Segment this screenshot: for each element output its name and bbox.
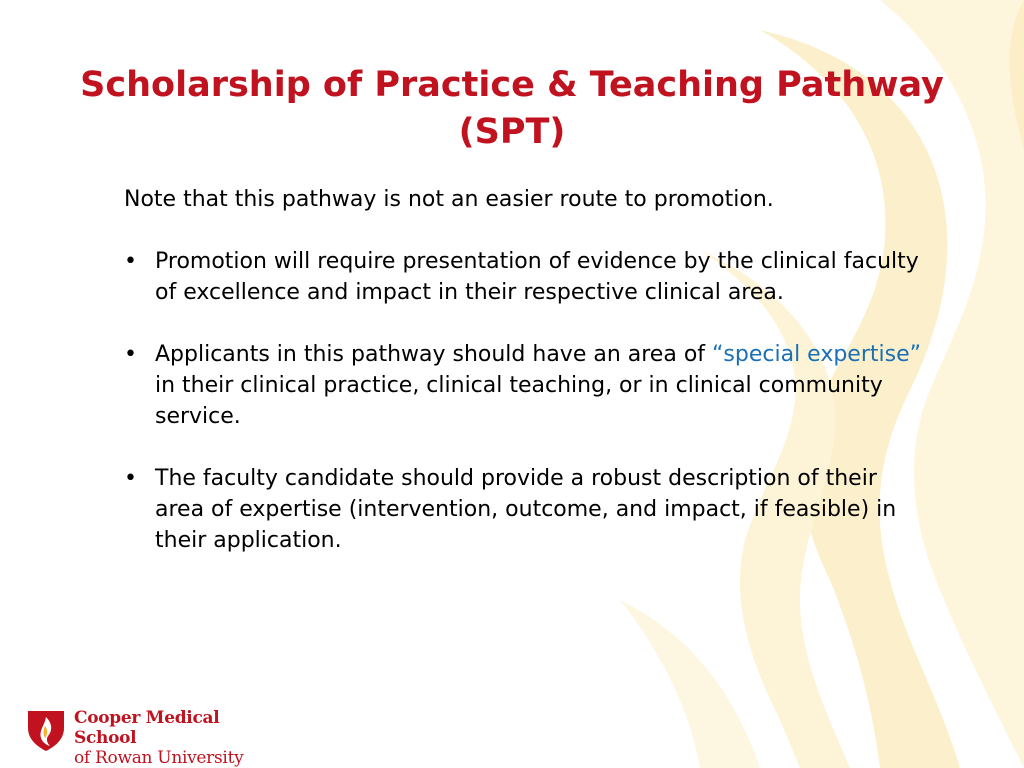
bullet-marker: • (124, 466, 137, 491)
slide-body (124, 184, 924, 587)
bullet-text: Promotion will require presentation of evidence by the clinical faculty of excellence and impact in their respective clinical area. (155, 249, 919, 305)
logo-line-1: Cooper Medical School (74, 708, 220, 748)
intro-note: Note that this pathway is not an easier route to promotion. (124, 187, 774, 212)
bullet-item (124, 246, 924, 308)
slide-title: Scholarship of Practice & Teaching Pathway (SPT) (80, 65, 944, 152)
logo-text (74, 708, 276, 768)
cooper-logo (26, 708, 276, 768)
logo-line-2: of Rowan University (74, 748, 244, 768)
bullet-text-before: Applicants in this pathway should have an area of (155, 342, 713, 367)
bullet-list (124, 246, 924, 556)
bullet-text-after: in their clinical practice, clinical teaching, or in clinical community service. (155, 373, 883, 429)
bullet-item (124, 339, 924, 432)
bullet-marker: • (124, 342, 137, 367)
cooper-shield-flame-icon (26, 708, 66, 752)
bullet-text: The faculty candidate should provide a robust description of their area of expertise (intervention, outcome, and impact, if feasible) in their application. (155, 466, 897, 553)
bullet-item (124, 463, 924, 556)
highlighted-term: “special expertise” (712, 342, 922, 367)
bullet-marker: • (124, 249, 137, 274)
